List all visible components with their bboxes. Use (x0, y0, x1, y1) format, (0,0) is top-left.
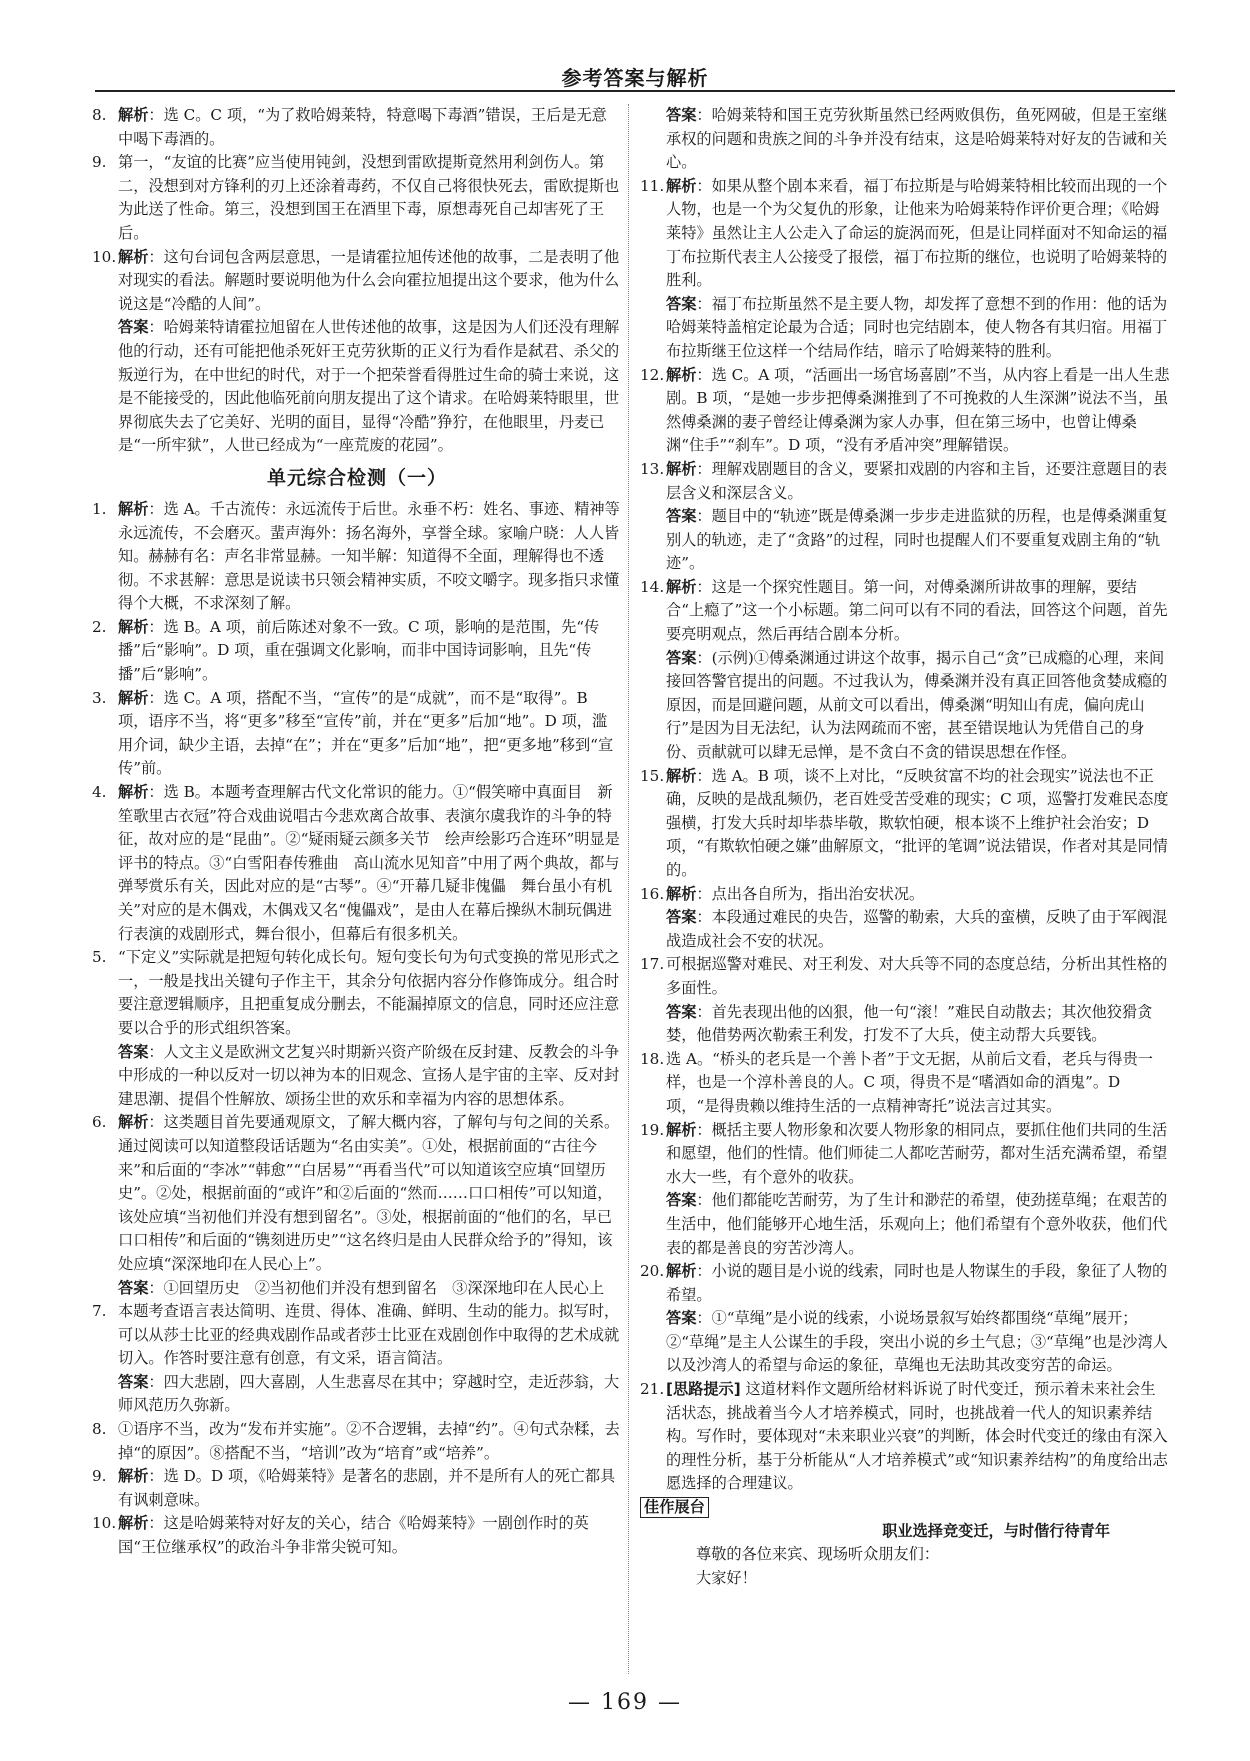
answer-item: 3. 解析：选 C。A 项，搭配不当，“宣传”的是“成就”，而不是“取得”。B 项，语序不当，将“更多”移至“宣传”前，并在“更多”后加“地”。D 项，滥用介词，缺少主语，去掉“在”；并在“更多”后加“地”，把“更多地”移到“宣传”前。 (92, 688, 614, 778)
item-label: 答案 (118, 1372, 149, 1391)
item-label: 答案 (118, 1042, 149, 1061)
item-text: ①“草绳”是小说的线索，小说场景叙写始终都围绕“草绳”展开；②“草绳”是主人公谋生的手段，突出小说的乡土气息；③“草绳”也是沙湾人以及沙湾人的希望与命运的象征，草绳也无法助其改变穷苦的命运。 (666, 1309, 1168, 1375)
answer-item (640, 1378, 1170, 1496)
answer-item: 16. 解析：点出各自所为，指出治安状况。 (640, 883, 1170, 907)
answer-item: 答案：福丁布拉斯虽然不是主要人物，却发挥了意想不到的作用：他的话为哈姆莱特盖棺定论最为合适；同时也完结剧本，使人物各有其归宿。用福丁布拉斯继王位这样一个结局作结，暗示了哈姆莱特的胜利。 (666, 294, 1168, 360)
item-label: 答案 (666, 294, 697, 313)
item-text: 福丁布拉斯虽然不是主要人物，却发挥了意想不到的作用：他的话为哈姆莱特盖棺定论最为合适；同时也完结剧本，使人物各有其归宿。用福丁布拉斯继王位这样一个结局作结，暗示了哈姆莱特的胜利。 (666, 294, 1168, 360)
answer-item: 答案：他们都能吃苦耐劳，为了生计和渺茫的希望，使劲搓草绳；在艰苦的生活中，他们能够开心地生活，乐观向上；他们希望有个意外收获，他们代表的都是善良的穷苦沙湾人。 (666, 1191, 1168, 1257)
answer-item: 12. 解析：选 C。A 项，“活画出一场官场喜剧”不当，从内容上看是一出人生悲剧。B 项，“是她一步步把傅桑渊推到了不可挽救的人生深渊”说法不当，虽然傅桑渊的妻子曾经让傅桑渊为家人办事，但在第三场中，也曾让傅桑渊“住手”“刹车”。D 项，“没有矛盾冲突”理解错误。 (640, 365, 1170, 455)
column-divider (628, 104, 629, 1674)
item-label: 解析 (666, 577, 697, 596)
item-text: 选 C。A 项，“活画出一场官场喜剧”不当，从内容上看是一出人生悲剧。B 项，“是她一步步把傅桑渊推到了不可挽救的人生深渊”说法不当，虽然傅桑渊的妻子曾经让傅桑渊为家人办事，但在第三场中，也曾让傅桑渊“住手”“刹车”。D 项，“没有矛盾冲突”理解错误。 (666, 365, 1170, 455)
item-number: 16. (640, 884, 665, 903)
left-column (92, 104, 622, 1560)
header-rule (95, 90, 1175, 92)
page-title: 参考答案与解析 (561, 66, 709, 90)
item-text: 点出各自所为，指出治安状况。 (711, 884, 925, 903)
item-label: 解析 (666, 176, 697, 195)
showcase-badge-row (640, 1496, 1170, 1520)
item-label: 答案 (666, 106, 697, 124)
item-text: ①语序不当，改为“发布并实施”。②不合逻辑，去掉“约”。④句式杂糅，去掉“的原因”。⑧搭配不当，“培训”改为“培育”或“培养”。 (118, 1420, 620, 1462)
essay-title: 职业选择竞变迁，与时偕行待青年 (882, 1521, 1110, 1540)
item-text: 可根据巡警对难民、对王利发、对大兵等不同的态度总结，分析出其性格的多面性。 (666, 955, 1168, 997)
item-text: 选 A。千古流传：永远流传于后世。永垂不朽：姓名、事迹、精神等永远流传，不会磨灭。蜚声海外：扬名海外，享誉全球。家喻户晓：人人皆知。赫赫有名：声名非常显赫。一知半解：知道得不全面，理解得也不透彻。不求甚解：意思是说读书只领会精神实质，不咬文嚼字。现多指只求懂得个大概，不求深刻了解。 (118, 499, 620, 613)
item-label: 解析 (666, 1262, 697, 1281)
item-label: 解析 (118, 1467, 149, 1486)
item-number: 11. (640, 176, 665, 195)
item-number: 20. (640, 1262, 665, 1281)
answer-paragraph: 答案：哈姆莱特请霍拉旭留在人世传述他的故事，这是因为人们还没有理解他的行动，还有可能把他杀死奸王克劳狄斯的正义行为看作是弑君、杀父的叛逆行为，在中世纪的时代，对于一个把荣誉看得胜过生命的骑士来说，这是不能接受的，因此他临死前向朋友提出了这个请求。在哈姆莱特眼里，世界彻底失去了它美好、光明的面目，显得“冷酷”狰狞，在他眼里，丹麦已是“一所牢狱”，人世已经成为“一座荒废的花园”。 (118, 318, 620, 455)
answer-item: 答案：人文主义是欧洲文艺复兴时期新兴资产阶级在反封建、反教会的斗争中形成的一种以反对一切以神为本的旧观念、宣扬人是宇宙的主宰、反对封建思潮、提倡个性解放、颂扬尘世的欢乐和幸福为内容的思想体系。 (118, 1042, 620, 1108)
item-text: 选 B。本题考查理解古代文化常识的能力。①“假笑啼中真面目 新笙歌里古衣冠”符合戏曲说唱古今悲欢离合故事、表演尔虞我诈的斗争的特征，故对应的是“昆曲”。②“疑雨疑云颜多关节 绘声绘影巧合连环”明显是评书的特点。③“白雪阳春传雅曲 高山流水见知音”中用了两个典故，都与弹琴赏乐有关，因此对应的是“古琴”。④“开幕几疑非傀儡 舞台虽小有机关”对应的是木偶戏，木偶戏又名“傀儡戏”，是由人在幕后操纵木制玩偶进行表演的戏剧形式，舞台很小，但幕后有很多机关。 (118, 783, 620, 943)
answer-item: 8. 解析：选 C。C 项，“为了救哈姆莱特，特意喝下毒酒”错误，王后是无意中喝下毒酒的。 (92, 106, 607, 148)
item-text: 首先表现出他的凶狠，他一句“滚！”难民自动散去；其次他狡猾贪婪，他借势两次勒索王利发，打发不了大兵，使主动帮大兵要钱。 (666, 1002, 1153, 1045)
answer-item: 答案：①回望历史 ②当初他们并没有想到留名 ③深深地印在人民心上 (118, 1278, 604, 1297)
item-label: 答案 (666, 908, 697, 927)
item-label: 答案 (666, 1309, 697, 1328)
item-label: 答案 (666, 1002, 697, 1021)
item-text: ①回望历史 ②当初他们并没有想到留名 ③深深地印在人民心上 (163, 1278, 604, 1297)
page-number: — 169 — (568, 1690, 682, 1715)
answer-item (92, 1300, 622, 1371)
item-text: 本题考查语言表达简明、连贯、得体、准确、鲜明、生动的能力。拟写时，可以从莎士比亚的经典戏剧作品或者莎士比亚在戏剧创作中取得的艺术成就切入。作答时要注意有创意，有文采，语言简洁。 (118, 1302, 620, 1368)
answer-item: 15. 解析：选 A。B 项，谈不上对比，“反映贫富不均的社会现实”说法也不正确，反映的是战乱频仍，老百姓受苦受难的现实；C 项，巡警打发难民态度强横，打发大兵时却毕恭毕敬，欺软怕硬，根本谈不上维护社会治安；D 项，“有欺软怕硬之嫌”曲解原文，“批评的笔调”说法错误，作者对其是同情的。 (640, 766, 1169, 879)
answer-item: 2. 解析：选 B。A 项，前后陈述对象不一致。C 项，影响的是范围，先“传播”后“影响”。D 项，重在强调文化影响，而非中国诗词影响，且先“传播”后“影响”。 (92, 617, 600, 684)
item-number: 15. (640, 766, 665, 785)
item-label: 解析 (666, 884, 697, 903)
item-text: 理解戏剧题目的含义，要紧扣戏剧的内容和主旨，还要注意题目的表层含义和深层含义。 (666, 459, 1168, 502)
item-text: 这句台词包含两层意思，一是请霍拉旭传述他的故事，二是表明了他对现实的看法。解题时要说明他为什么会向霍拉旭提出这个要求，他为什么说这是“冷酷的人间”。 (118, 247, 620, 313)
answer-item: 4. 解析：选 B。本题考查理解古代文化常识的能力。①“假笑啼中真面目 新笙歌里古衣冠”符合戏曲说唱古今悲欢离合故事、表演尔虞我诈的斗争的特征，故对应的是“昆曲”。②“疑雨疑云颜多关节 绘声绘影巧合连环”明显是评书的特点。③“白雪阳春传雅曲 高山流水见知音”中用了两个典故，都与弹琴赏乐有关，因此对应的是“古琴”。④“开幕几疑非傀儡 舞台虽小有机关”对应的是木偶戏，木偶戏又名“傀儡戏”，是由人在幕后操纵木制玩偶进行表演的戏剧形式，舞台很小，但幕后有很多机关。 (92, 783, 620, 943)
item-number: 1. (92, 499, 107, 518)
item-text: 概括主要人物形象和次要人物形象的相同点，要抓住他们共同的生活和愿望，他们的性情。他们师徒二人都吃苦耐劳，都对生活充满希望，希望水大一些，有个意外的收获。 (666, 1120, 1168, 1186)
item-label: 解析 (118, 499, 149, 518)
item-text: 如果从整个剧本来看，福丁布拉斯是与哈姆莱特相比较而出现的一个人物，也是一个为父复仇的形象，让他来为哈姆莱特作评价更合理；《哈姆莱特》虽然让主人公走入了命运的旋涡而死，但是让同样面对不知命运的福丁布拉斯代表主人公接受了报偿，福丁布拉斯的继位，也说明了哈姆莱特的胜利。 (666, 176, 1168, 290)
item-number: 3. (92, 688, 107, 707)
item-number: 5. (92, 948, 107, 967)
item-text: “下定义”实际就是把短句转化成长句。短句变长句为句式变换的常见形式之一，一般是找出关键句子作主干，其余分句依据内容分作修饰成分。组合时要注意逻辑顺序，且把重复成分删去，不能漏掉原文的信息，同时还应注意要以合乎的形式组织答案。 (118, 948, 620, 1037)
answer-item: 19. 解析：概括主要人物形象和次要人物形象的相同点，要抓住他们共同的生活和愿望，他们的性情。他们师徒二人都吃苦耐劳，都对生活充满希望，希望水大一些，有个意外的收获。 (640, 1120, 1168, 1186)
item-number: 8. (92, 1420, 107, 1439)
answer-item: 答案：题目中的“轨迹”既是傅桑渊一步步走进监狱的历程，也是傅桑渊重复别人的轨迹，走了“贪路”的过程，同时也提醒人们不要重复戏剧主角的“轨迹”。 (666, 507, 1168, 573)
item-text: 选 C。A 项，搭配不当，“宣传”的是“成就”，而不是“取得”。B 项，语序不当，将“更多”移至“宣传”前，并在“更多”后加“地”。D 项，滥用介词，缺少主语，去掉“在”；并在“更多”后加“地”，把“更多地”移到“宣传”前。 (118, 688, 614, 778)
answer-item: 14. 解析：这是一个探究性题目。第一问，对傅桑渊所讲故事的理解，要结合“上瘾了”这一个小标题。第二问可以有不同的看法，回答这个问题，首先要亮明观点，然后再结合剧本分析。 (640, 577, 1168, 644)
item-label: 解析 (118, 247, 149, 266)
item-number: 7. (92, 1302, 107, 1321)
item-label: 答案 (118, 1278, 149, 1297)
answer-item (640, 953, 1170, 1000)
answer-item: 6. 解析：这类题目首先要通观原文，了解大概内容，了解句与句之间的关系。通过阅读可以知道整段话话题为“名由实美”。①处，根据前面的“古往今来”和后面的“李冰”“韩愈”“白居易”“再看当代”可以知道该空应填“回望历史”。②处，根据前面的“或许”和②后面的“然而……口口相传”可以知道，该处应填“当初他们并没有想到留名”。③处，根据前面的“他们的名，早已口口相传”和后面的“镌刻进历史”“这名终归是由人民群众给予的”得知，该处应填“深深地印在人民心上”。 (92, 1113, 620, 1273)
right-column (640, 104, 1170, 1590)
answer-item: 答案：(示例)①傅桑渊通过讲这个故事，揭示自己“贪”已成瘾的心理，来间接回答警官提出的问题。不过我认为，傅桑渊并没有真正回答他贪婪成瘾的原因，而是回避问题，从前文可以看出，傅桑渊“明知山有虎，偏向虎山行”是因为目无法纪，认为法网疏而不密，甚至错误地认为凭借自己的身份、贡献就可以肆无忌惮，是不贪白不贪的错误思想在作怪。 (666, 648, 1168, 762)
answer-item: 1. 解析：选 A。千古流传：永远流传于后世。永垂不朽：姓名、事迹、精神等永远流传，不会磨灭。蜚声海外：扬名海外，享誉全球。家喻户晓：人人皆知。赫赫有名：声名非常显赫。一知半解：知道得不全面，理解得也不透彻。不求甚解：意思是说读书只领会精神实质，不咬文嚼字。现多指只求懂得个大概，不求深刻了解。 (92, 499, 620, 613)
answer-item: 答案：本段通过难民的央告，巡警的勒索，大兵的蛮横，反映了由于军阀混战造成社会不安的状况。 (666, 908, 1168, 950)
item-text: 这是一个探究性题目。第一问，对傅桑渊所讲故事的理解，要结合“上瘾了”这一个小标题。第二问可以有不同的看法，回答这个问题，首先要亮明观点，然后再结合剧本分析。 (666, 577, 1168, 644)
item-label: 解析 (118, 1113, 149, 1132)
item-text: 这是哈姆莱特对好友的关心，结合《哈姆莱特》一剧创作时的英国“王位继承权”的政治斗争非常尖锐可知。 (118, 1514, 589, 1557)
item-number: 12. (640, 365, 665, 384)
item-number: 2. (92, 617, 107, 636)
item-text: 本段通过难民的央告，巡警的勒索，大兵的蛮横，反映了由于军阀混战造成社会不安的状况。 (666, 908, 1168, 950)
item-label: 解析 (118, 617, 149, 636)
item-number: 4. (92, 783, 107, 802)
item-number: 10. (92, 247, 117, 266)
item-text: 选 A。“桥头的老兵是一个善卜者”于文无据，从前后文看，老兵与得贵一样，也是一个淳朴善良的人。C 项，得贵不是“嗜酒如命的酒鬼”。D 项，“是得贵赖以维持生活的一点精神寄托”说法言过其实。 (666, 1049, 1153, 1115)
essay-line: 大家好！ (696, 1568, 757, 1587)
answer-item: 11. 解析：如果从整个剧本来看，福丁布拉斯是与哈姆莱特相比较而出现的一个人物，也是一个为父复仇的形象，让他来为哈姆莱特作评价更合理；《哈姆莱特》虽然让主人公走入了命运的旋涡而死，但是让同样面对不知命运的福丁布拉斯代表主人公接受了报偿，福丁布拉斯的继位，也说明了哈姆莱特的胜利。 (640, 176, 1168, 290)
essay-line: 尊敬的各位来宾、现场听众朋友们： (696, 1545, 939, 1564)
item-label: 答案 (666, 507, 697, 526)
item-number: 9. (92, 153, 107, 172)
item-label: 解析 (666, 365, 697, 384)
answer-item (92, 946, 622, 1040)
item-text: 四大悲剧，四大喜剧，人生悲喜尽在其中；穿越时空，走近莎翁，大师风范历久弥新。 (118, 1372, 620, 1415)
item-text: 题目中的“轨迹”既是傅桑渊一步步走进监狱的历程，也是傅桑渊重复别人的轨迹，走了“贪路”的过程，同时也提醒人们不要重复戏剧主角的“轨迹”。 (666, 507, 1168, 573)
item-number: 21. (640, 1380, 665, 1399)
answer-item: 20. 解析：小说的题目是小说的线索，同时也是人物谋生的手段，象征了人物的希望。 (640, 1262, 1168, 1304)
item-text: 选 D。D 项，《哈姆莱特》是著名的悲剧，并不是所有人的死亡都具有讽刺意味。 (118, 1467, 616, 1509)
item-text: 这道材料作文题所给材料诉说了时代变迁，预示着未来社会生活状态，挑战着当今人才培养模式，同时，也挑战着一代人的知识素养结构。写作时，要体现对“未来职业兴衰”的判断，体会时代变迁的缘由有深入的理性分析，基于分析能从“人才培养模式”或“知识素养结构”的角度给出志愿选择的合理建议。 (666, 1380, 1168, 1493)
item-label: 答案 (666, 1191, 697, 1210)
item-text: 哈姆莱特和国王克劳狄斯虽然已经两败俱伤，鱼死网破，但是王室继承权的问题和贵族之间的斗争并没有结束，这是哈姆莱特对好友的告诫和关心。 (666, 106, 1168, 172)
answer-item (92, 151, 622, 245)
answer-item: 10. 解析：这是哈姆莱特对好友的关心，结合《哈姆莱特》一剧创作时的英国“王位继承权”的政治斗争非常尖锐可知。 (92, 1514, 589, 1557)
answer-item: 答案：四大悲剧，四大喜剧，人生悲喜尽在其中；穿越时空，走近莎翁，大师风范历久弥新。 (118, 1372, 620, 1415)
answer-item: 10. 解析：这句台词包含两层意思，一是请霍拉旭传述他的故事，二是表明了他对现实的看法。解题时要说明他为什么会向霍拉旭提出这个要求，他为什么说这是“冷酷的人间”。 (92, 247, 620, 313)
item-label: 答案 (666, 648, 697, 667)
item-label: 解析 (118, 106, 149, 124)
answer-item: 答案：①“草绳”是小说的线索，小说场景叙写始终都围绕“草绳”展开；②“草绳”是主人公谋生的手段，突出小说的乡土气息；③“草绳”也是沙湾人以及沙湾人的希望与命运的象征，草绳也无法助其改变穷苦的命运。 (666, 1309, 1168, 1375)
page-header (95, 58, 1175, 94)
item-text: 选 B。A 项，前后陈述对象不一致。C 项，影响的是范围，先“传播”后“影响”。D 项，重在强调文化影响，而非中国诗词影响，且先“传播”后“影响”。 (118, 617, 600, 684)
answer-item: 9. 解析：选 D。D 项，《哈姆莱特》是著名的悲剧，并不是所有人的死亡都具有讽刺意味。 (92, 1467, 616, 1509)
answer-item (640, 1048, 1170, 1119)
answer-item (92, 1418, 622, 1465)
item-number: 18. (640, 1049, 665, 1068)
item-label: [思路提示] (666, 1380, 741, 1399)
item-number: 10. (92, 1514, 117, 1533)
item-number: 6. (92, 1113, 107, 1132)
section-title: 单元综合检测（一） (266, 466, 447, 489)
answer-item: 13. 解析：理解戏剧题目的含义，要紧扣戏剧的内容和主旨，还要注意题目的表层含义和深层含义。 (640, 459, 1168, 502)
item-text: 选 C。C 项，“为了救哈姆莱特，特意喝下毒酒”错误，王后是无意中喝下毒酒的。 (118, 106, 607, 148)
item-text: 他们都能吃苦耐劳，为了生计和渺茫的希望，使劲搓草绳；在艰苦的生活中，他们能够开心地生活，乐观向上；他们希望有个意外收获，他们代表的都是善良的穷苦沙湾人。 (666, 1191, 1168, 1257)
item-label: 解析 (118, 688, 149, 707)
item-text: 第一，“友谊的比赛”应当使用钝剑，没想到雷欧提斯竟然用利剑伤人。第二，没想到对方锋利的刃上还涂着毒药，不仅自己将很快死去，雷欧提斯也为此送了性命。第三，没想到国王在酒里下毒，原想毒死自己却害死了王后。 (118, 153, 620, 242)
item-number: 9. (92, 1467, 107, 1486)
item-label: 解析 (666, 766, 697, 785)
item-label: 解析 (666, 459, 697, 478)
item-number: 13. (640, 459, 665, 478)
item-number: 8. (92, 106, 107, 124)
item-label: 解析 (666, 1120, 697, 1139)
item-number: 14. (640, 577, 665, 596)
item-text: 小说的题目是小说的线索，同时也是人物谋生的手段，象征了人物的希望。 (666, 1262, 1168, 1304)
item-label: 解析 (118, 1514, 149, 1533)
item-text: (示例)①傅桑渊通过讲这个故事，揭示自己“贪”已成瘾的心理，来间接回答警官提出的问题。不过我认为，傅桑渊并没有真正回答他贪婪成瘾的原因，而是回避问题，从前文可以看出，傅桑渊“明知山有虎，偏向虎山行”是因为目无法纪，认为法网疏而不密，甚至错误地认为凭借自己的身份、贡献就可以肆无忌惮，是不贪白不贪的错误思想在作怪。 (666, 648, 1168, 762)
item-text: 这类题目首先要通观原文，了解大概内容，了解句与句之间的关系。通过阅读可以知道整段话话题为“名由实美”。①处，根据前面的“古往今来”和后面的“李冰”“韩愈”“白居易”“再看当代”可以知道该空应填“回望历史”。②处，根据前面的“或许”和②后面的“然而……口口相传”可以知道，该处应填“当初他们并没有想到留名”。③处，根据前面的“他们的名，早已口口相传”和后面的“镌刻进历史”“这名终归是由人民群众给予的”得知，该处应填“深深地印在人民心上”。 (118, 1113, 620, 1273)
item-text: 人文主义是欧洲文艺复兴时期新兴资产阶级在反封建、反教会的斗争中形成的一种以反对一切以神为本的旧观念、宣扬人是宇宙的主宰、反对封建思潮、提倡个性解放、颂扬尘世的欢乐和幸福为内容的思想体系。 (118, 1042, 620, 1108)
item-text: 选 A。B 项，谈不上对比，“反映贫富不均的社会现实”说法也不正确，反映的是战乱频仍，老百姓受苦受难的现实；C 项，巡警打发难民态度强横，打发大兵时却毕恭毕敬，欺软怕硬，根本谈不上维护社会治安；D 项，“有欺软怕硬之嫌”曲解原文，“批评的笔调”说法错误，作者对其是同情的。 (666, 766, 1169, 879)
item-number: 19. (640, 1120, 665, 1139)
answer-item: 答案：首先表现出他的凶狠，他一句“滚！”难民自动散去；其次他狡猾贪婪，他借势两次勒索王利发，打发不了大兵，使主动帮大兵要钱。 (666, 1002, 1153, 1045)
showcase-badge: 佳作展台 (640, 1497, 709, 1518)
item-label: 解析 (118, 783, 149, 802)
item-number: 17. (640, 955, 665, 974)
answer-item: 答案：哈姆莱特和国王克劳狄斯虽然已经两败俱伤，鱼死网破，但是王室继承权的问题和贵族之间的斗争并没有结束，这是哈姆莱特对好友的告诫和关心。 (666, 106, 1168, 172)
